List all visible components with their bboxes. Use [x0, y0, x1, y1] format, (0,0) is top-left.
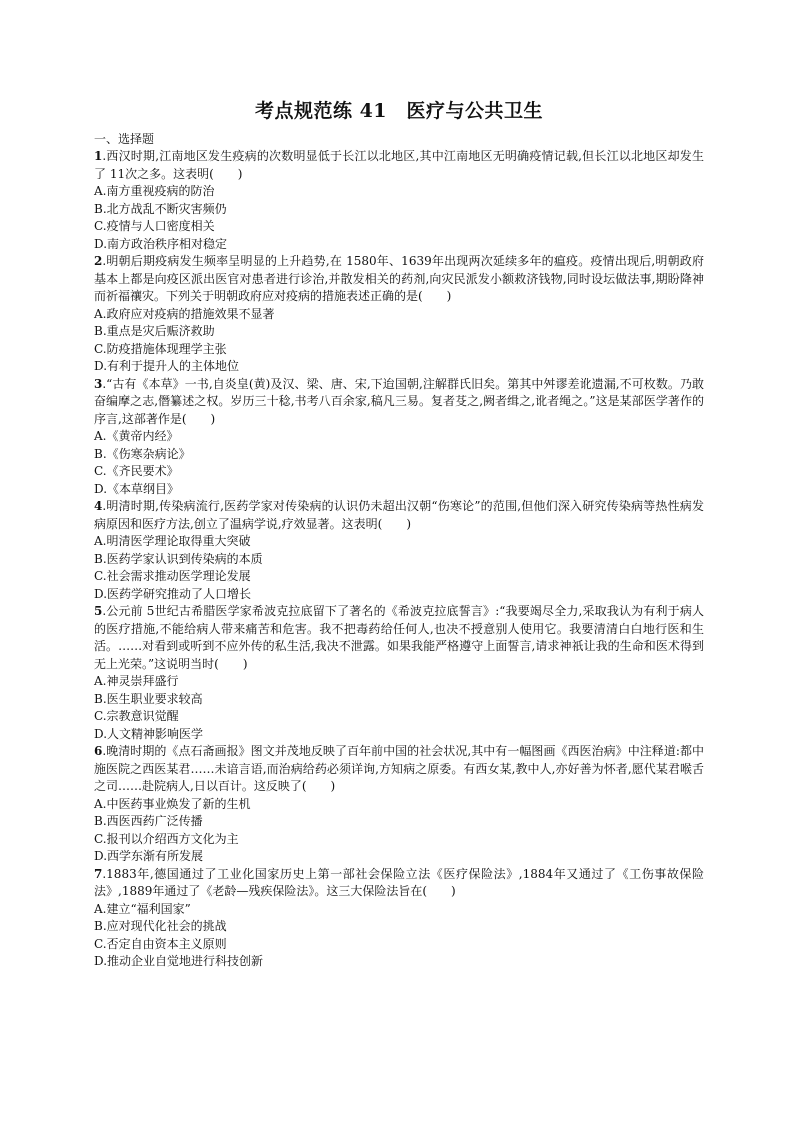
question-text: .西汉时期,江南地区发生疫病的次数明显低于长江以北地区,其中江南地区无明确疫情记载,但长江以北地区却发生了 11次之多。这表明( )	[94, 149, 704, 181]
question-stem	[94, 498, 704, 533]
option-c: C.否定自由资本主义原则	[94, 936, 227, 951]
question-text: .“古有《本草》一书,自炎皇(黄)及汉、梁、唐、宋,下迨国朝,注解群氏旧矣。第其中舛谬差讹遗漏,不可枚数。乃敢奋编摩之志,僭纂述之权。岁历三十稔,书考八百余家,稿凡三易。复者芟之,阙者缉之,讹者绳之。”这是某部医学著作的序言,这部著作是( )	[94, 376, 704, 426]
question-5	[94, 603, 704, 743]
question-text: .晚清时期的《点石斋画报》图文并茂地反映了百年前中国的社会状况,其中有一幅图画《西医治病》中注释道:都中施医院之西医某君……未谙言语,而治病给药必须详询,方知病之原委。有西女某,教中人,亦好善为怀者,愿代某君喉舌之司……赴院病人,日以百计。这反映了( )	[94, 744, 704, 793]
question-number: 5	[94, 604, 103, 618]
question-stem	[94, 148, 704, 183]
option-a: A.建立“福利国家”	[94, 901, 191, 916]
option-b: B.医药学家认识到传染病的本质	[94, 551, 263, 566]
question-number: 1	[94, 149, 103, 163]
section-heading: 一、选择题	[94, 132, 155, 146]
question-number: 7	[94, 866, 103, 881]
page-title: 考点规范练 41 医疗与公共卫生	[254, 100, 544, 122]
option-a: A.中医药事业焕发了新的生机	[94, 796, 251, 811]
option-d: D.有利于提升人的主体地位	[94, 359, 240, 373]
question-text: .明朝后期疫病发生频率呈明显的上升趋势,在 1580年、1639年出现两次延续多年的瘟疫。疫情出现后,明朝政府基本上都是向疫区派出医官对患者进行诊治,并散发相关的药剂,向灾民派发小额救济钱物,同时设坛做法事,期盼降神而祈福禳灾。下列关于明朝政府应对疫病的措施表述正确的是( )	[94, 254, 704, 303]
option-c: C.社会需求推动医学理论发展	[94, 569, 251, 583]
question-text: .公元前 5世纪古希腊医学家希波克拉底留下了著名的《希波克拉底誓言》:“我要竭尽全力,采取我认为有利于病人的医疗措施,不能给病人带来痛苦和危害。我不把毒药给任何人,也决不授意别人使用它。我要清清白白地行医和生活。……对看到或听到不应外传的私生活,我决不泄露。如果我能严格遵守上面誓言,请求神祇让我的生命和医术得到无上光荣。”这说明当时( )	[94, 604, 704, 671]
option-b: B.医生职业要求较高	[94, 691, 203, 706]
option-b: B.《伤寒杂病论》	[94, 446, 191, 461]
question-number: 2	[94, 254, 103, 268]
question-number: 4	[94, 499, 103, 513]
question-number: 6	[94, 744, 103, 758]
question-6	[94, 743, 704, 866]
option-a: A.明清医学理论取得重大突破	[94, 534, 251, 548]
question-3	[94, 376, 704, 499]
question-number: 3	[94, 376, 103, 391]
option-d: D.西学东渐有所发展	[94, 849, 204, 863]
option-c: C.防疫措施体现理学主张	[94, 341, 227, 356]
question-stem	[94, 253, 704, 306]
option-d: D.南方政治秩序相对稳定	[94, 236, 228, 251]
question-stem	[94, 603, 704, 673]
option-b: B.西医西药广泛传播	[94, 814, 203, 828]
option-a: A.南方重视疫病的防治	[94, 184, 215, 198]
option-d: D.人文精神影响医学	[94, 726, 204, 741]
option-c: C.报刊以介绍西方文化为主	[94, 831, 239, 846]
option-a: A.《黄帝内经》	[94, 429, 179, 443]
option-b: B.北方战乱不断灾害频仍	[94, 201, 227, 216]
question-text: .1883年,德国通过了工业化国家历史上第一部社会保险立法《医疗保险法》,1884年又通过了《工伤事故保险法》,1889年通过了《老龄—残疾保险法》。这三大保险法旨在( )	[94, 866, 704, 898]
option-a: A.政府应对疫病的措施效果不显著	[94, 306, 275, 321]
question-1	[94, 148, 704, 253]
question-stem	[94, 376, 704, 429]
option-d: D.医药学研究推动了人口增长	[94, 586, 252, 601]
option-b: B.应对现代化社会的挑战	[94, 919, 227, 933]
question-stem	[94, 743, 704, 796]
option-c: C.宗教意识觉醒	[94, 709, 179, 723]
option-c: C.疫情与人口密度相关	[94, 219, 215, 233]
option-b: B.重点是灾后赈济救助	[94, 324, 215, 338]
question-text: .明清时期,传染病流行,医药学家对传染病的认识仍未超出汉朝“伤寒论”的范围,但他们深入研究传染病等热性病发病原因和医疗方法,创立了温病学说,疗效显著。这表明( )	[94, 499, 704, 531]
question-7	[94, 866, 704, 971]
question-2	[94, 253, 704, 376]
option-c: C.《齐民要术》	[94, 464, 179, 478]
exam-page	[94, 96, 704, 971]
option-d: D.推动企业自觉地进行科技创新	[94, 954, 264, 968]
question-stem	[94, 866, 704, 901]
option-d: D.《本草纲目》	[94, 481, 180, 496]
question-4	[94, 498, 704, 603]
option-a: A.神灵崇拜盛行	[94, 674, 179, 688]
